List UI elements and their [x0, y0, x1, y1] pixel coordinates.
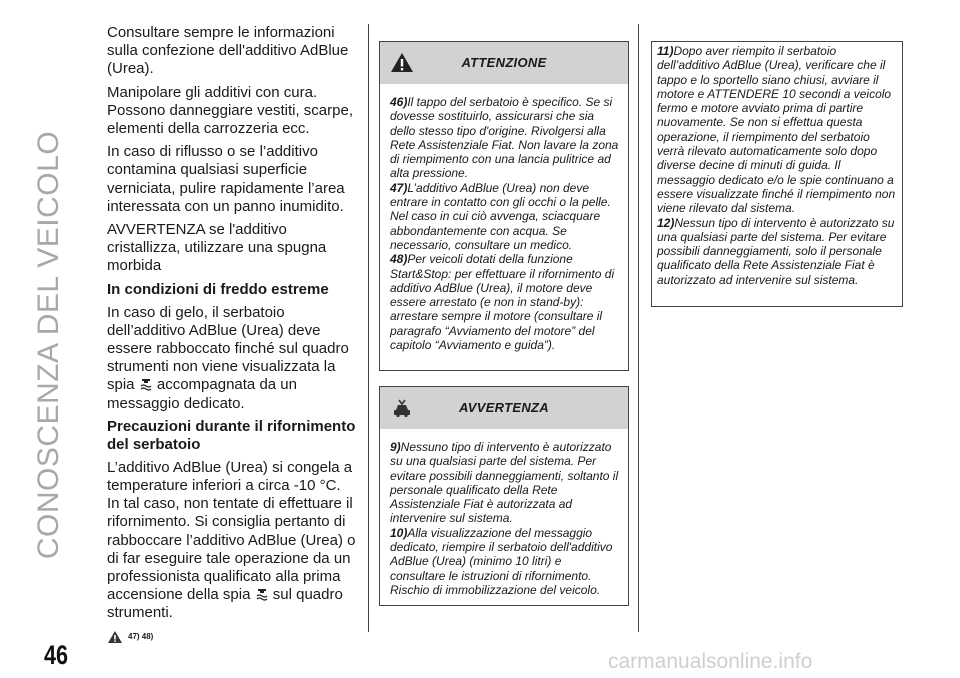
note-references: [107, 628, 357, 646]
column-divider: [638, 24, 639, 632]
note-number: 12): [657, 215, 675, 230]
avvertenza-body: [380, 429, 628, 605]
note-text: Dopo aver riempito il serbatoio dell’additivo AdBlue (Urea), verificare che il tappo e lo sportello siano chiusi, avviare il motore e ATTENDERE 10 secondi a veicolo fermo e motore avviato prima di partire nuovamente. Se non si effettua questa operazione, il riempimento del serbatoio verrà rilevato automaticamente solo dopo diverse decine di minuti di guida. Il messaggio dedicato e/o le spie continuano a essere visualizzate finché il riempimento non viene rilevato dal sistema.: [657, 44, 896, 216]
paragraph-text: L’additivo AdBlue (Urea) si congela a temperature inferiori a circa -10 °C. In tal caso, non tentate di effettuare il rifornimento. Si consiglia pertanto di rabboccare l’additivo AdBlue (Urea) o di far eseguire tale operazione da un professionista qualificato alla prima accensione della spia: [107, 458, 356, 604]
paragraph: Manipolare gli additivi con cura. Possono danneggiare vestiti, scarpe, elementi della carrozzeria ecc.: [107, 83, 353, 138]
note-number: 9): [390, 440, 401, 454]
page-number: 46: [44, 640, 69, 670]
note-number: 11): [657, 44, 674, 58]
note-references-text: 47) 48): [128, 631, 154, 641]
note-text: Per veicoli dotati della funzione Start&Stop: per effettuare il rifornimento di additivo AdBlue (Urea), il motore deve essere arrestato (e non in stand-by): arrestare sempre il motore (consultare il paragrafo “Avviamento del motore” del capitolo “Avviamento e guida”).: [390, 252, 615, 353]
note-item: [390, 252, 619, 352]
adblue-warning-light-icon: [255, 587, 269, 601]
note-item: [657, 216, 896, 287]
attenzione-header: [380, 42, 628, 84]
paragraph-text: In caso di gelo, il serbatoio dell’additivo AdBlue (Urea) deve essere rabboccato finché sul quadro strumenti non viene visualizzata la spia: [107, 303, 349, 394]
paragraph: Consultare sempre le informazioni sulla confezione dell'additivo AdBlue (Urea).: [107, 24, 349, 78]
adblue-warning-light-icon: [139, 377, 153, 391]
note-text: L’additivo AdBlue (Urea) non deve entrare in contatto con gli occhi o la pelle. Nel caso in cui ciò avvenga, sciacquare abbondantemente con acqua. Se necessario, consultare un medico.: [390, 180, 611, 252]
avvertenza-box: [379, 386, 629, 606]
section-sidebar-title-text: CONOSCENZA DEL VEICOLO: [32, 130, 65, 560]
note-item: [657, 44, 896, 216]
avvertenza-continued-body: [652, 42, 902, 293]
paragraph: AVVERTENZA se l'additivo cristallizza, utilizzare una spugna morbida: [107, 221, 327, 275]
note-item: [390, 526, 619, 597]
avvertenza-continued-box: [651, 41, 903, 307]
watermark: carmanualsonline.info: [608, 650, 813, 673]
note-item: [390, 95, 619, 181]
note-item: [390, 181, 619, 252]
note-item: [390, 440, 619, 526]
paragraph: [107, 459, 357, 623]
attenzione-box: [379, 41, 629, 371]
note-number: 47): [390, 180, 408, 195]
avvertenza-title: AVVERTENZA: [459, 400, 549, 415]
note-text: Il tappo del serbatoio è specifico. Se si dovesse sostituirlo, assicurarsi che sia dello stesso tipo d'origine. Rivolgersi alla Rete Assistenziale Fiat. Non lavare la zona di riempimento con una lancia pulitrice ad alta pressione.: [390, 95, 619, 181]
section-heading: In condizioni di freddo estreme: [107, 280, 329, 298]
note-number: 48): [390, 252, 408, 267]
section-heading: Precauzioni durante il rifornimento del serbatoio: [107, 417, 356, 453]
avvertenza-header: [380, 387, 628, 429]
main-text-column: [107, 24, 357, 646]
warning-triangle-icon: [107, 630, 123, 644]
note-text: Nessuno tipo di intervento è autorizzato su una qualsiasi parte del sistema. Per evitare possibili danneggiamenti, soltanto il personale qualificato della Rete Assistenziale Fiat è autorizzata ad intervenire sul sistema.: [390, 440, 619, 526]
note-text: Alla visualizzazione del messaggio dedicato, riempire il serbatoio dell'additivo AdBlue (Urea) (minimo 10 litri) e consultare le istruzioni di rifornimento. Rischio di immobilizzazione del veicolo.: [390, 525, 613, 597]
attenzione-title: ATTENZIONE: [461, 55, 547, 70]
note-number: 10): [390, 525, 408, 540]
paragraph: In caso di riflusso o se l’additivo contamina qualsiasi superficie verniciata, pulire rapidamente l’area interessata con un panno inumidito.: [107, 143, 345, 215]
attenzione-body: [380, 84, 628, 360]
paragraph: [107, 304, 357, 413]
note-text: Nessun tipo di intervento è autorizzato su una qualsiasi parte del sistema. Per evitare possibili danneggiamenti, solo il personale qualificato della Rete Assistenziale Fiat è autorizzato ad intervenire sul sistema.: [657, 215, 895, 287]
paragraph-text: accompagnata da un messaggio dedicato.: [107, 376, 297, 412]
column-divider: [368, 24, 369, 632]
paragraph-text: sul quadro strumenti.: [107, 586, 343, 622]
note-number: 46): [390, 95, 408, 109]
